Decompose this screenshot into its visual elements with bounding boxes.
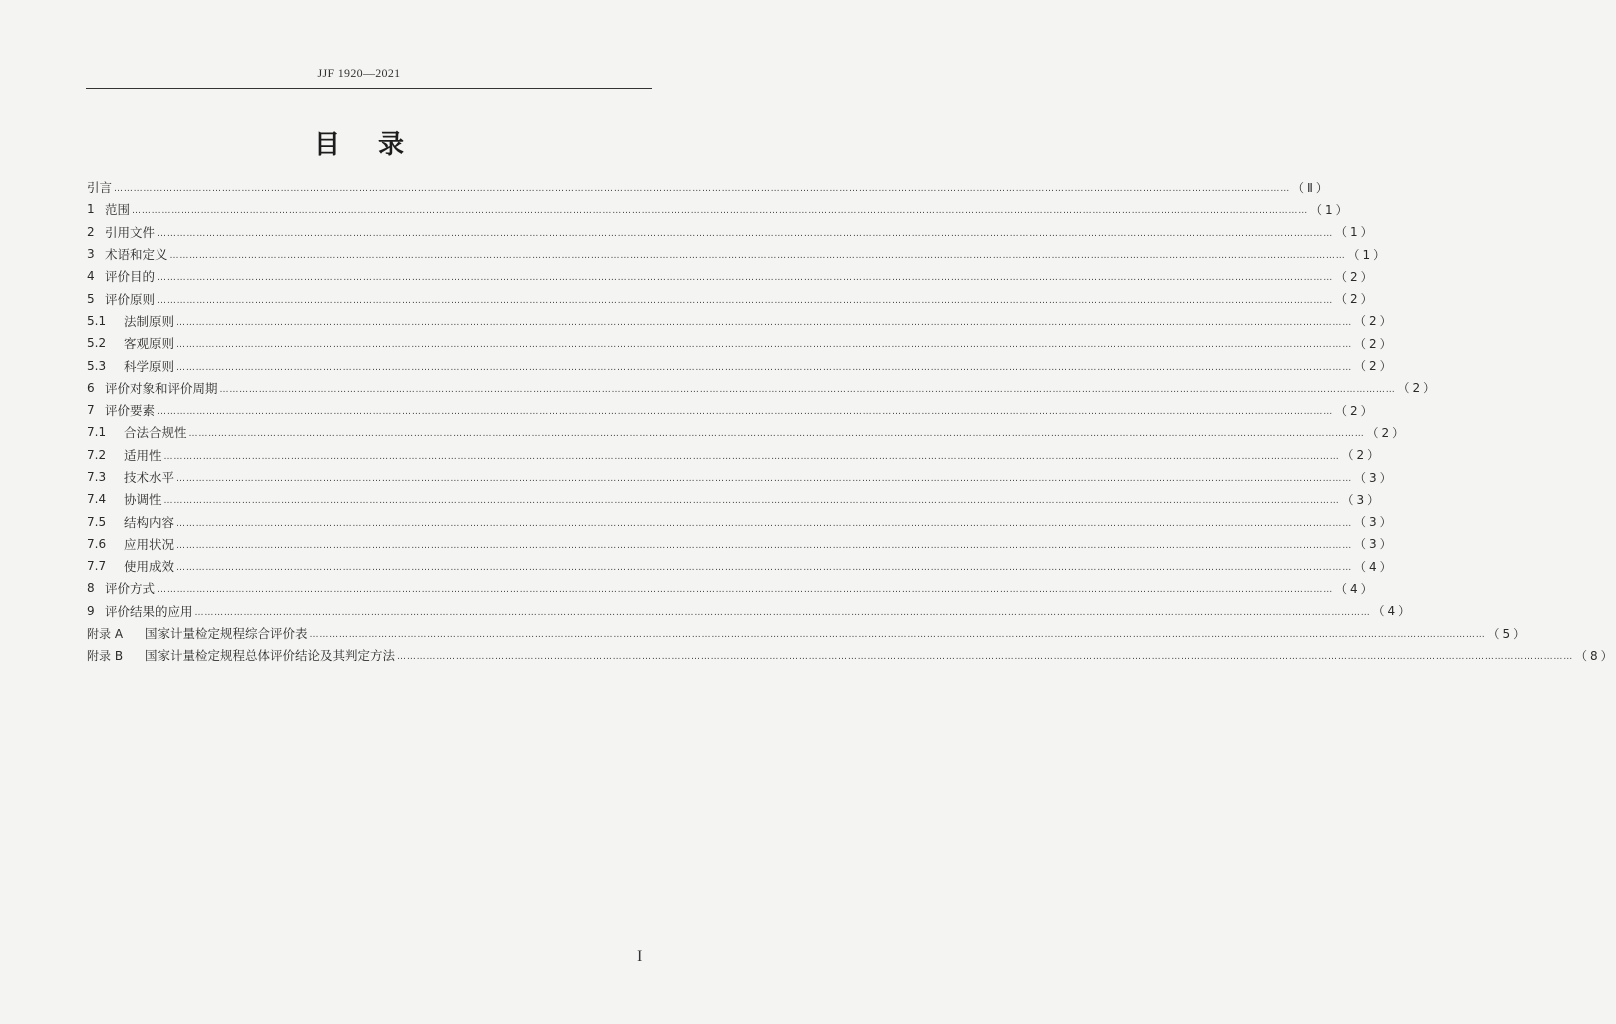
- toc-entry-label: 使用成效: [124, 559, 175, 575]
- toc-entry-page: （4）: [1335, 581, 1376, 596]
- toc-entry-page: （1）: [1310, 202, 1351, 217]
- dot-leader: ………………………………………………………………………………………………………………………………………………………………………………………………………………………………………………………………………………………………………………………………: [163, 496, 1340, 507]
- toc-entry-page: （1）: [1335, 225, 1376, 240]
- toc-entry-number: 7.1: [87, 425, 107, 440]
- toc-entry-page: （1）: [1347, 247, 1389, 262]
- dot-leader: ………………………………………………………………………………………………………………………………………………………………………………………………………………………………………………………………………………………………………………………………: [219, 384, 1396, 395]
- toc-entry-number: 5.3: [87, 358, 107, 373]
- toc-entry-label: 评价原则: [105, 291, 156, 307]
- toc-entry-number: 7: [87, 403, 95, 418]
- dot-leader: ………………………………………………………………………………………………………………………………………………………………………………………………………………………………………………………………………………………………………………………………: [309, 630, 1486, 641]
- toc-entry-label: 国家计量检定规程综合评价表: [145, 626, 308, 642]
- dot-leader: ………………………………………………………………………………………………………………………………………………………………………………………………………………………………………………………………………………………………………………………………: [176, 340, 1353, 351]
- dot-leader: ………………………………………………………………………………………………………………………………………………………………………………………………………………………………………………………………………………………………………………………………: [176, 474, 1353, 484]
- toc-entry-label: 术语和定义: [105, 247, 168, 263]
- toc-entry-page: （2）: [1366, 425, 1408, 440]
- toc-entry-label: 技术水平: [124, 470, 175, 485]
- toc-entry-label: 评价目的: [105, 269, 156, 285]
- toc-entry[interactable]: [87, 265, 1376, 287]
- toc-entry-number: 附录 B: [87, 648, 124, 663]
- toc-entry-number: 7.5: [87, 514, 107, 529]
- toc-entry-number: 5.2: [87, 336, 107, 351]
- toc-entry-label: 结构内容: [124, 514, 175, 530]
- dot-leader: ………………………………………………………………………………………………………………………………………………………………………………………………………………………………………………………………………………………………………………………………: [163, 451, 1340, 462]
- toc-entry-label: 评价方式: [105, 581, 156, 597]
- toc-entry-number: 7.2: [87, 447, 107, 462]
- dot-leader: ………………………………………………………………………………………………………………………………………………………………………………………………………………………………………………………………………………………………………………………………: [169, 251, 1346, 262]
- toc-entry-page: （2）: [1341, 448, 1383, 463]
- toc-entry-label: 合法合规性: [124, 425, 187, 441]
- toc-entry[interactable]: [87, 444, 1383, 466]
- toc-entry-number: 6: [87, 380, 95, 395]
- toc-entry-page: （Ⅱ）: [1292, 180, 1331, 195]
- toc-entry-label: 国家计量检定规程总体评价结论及其判定方法: [145, 648, 396, 664]
- toc-entry-label: 科学原则: [124, 358, 175, 374]
- toc-entry-label: 引言: [87, 180, 113, 196]
- header-rule: [86, 88, 652, 89]
- dot-leader: ………………………………………………………………………………………………………………………………………………………………………………………………………………………………………………………………………………………………………………………………: [157, 407, 1334, 418]
- toc-entry-label: 评价要素: [105, 403, 156, 419]
- dot-leader: ………………………………………………………………………………………………………………………………………………………………………………………………………………………………………………………………………………………………………………………………: [176, 518, 1353, 529]
- page-number: I: [637, 948, 643, 965]
- toc-entry-page: （3）: [1341, 492, 1383, 507]
- toc-entry[interactable]: [87, 555, 1395, 577]
- toc-entry[interactable]: [87, 332, 1395, 354]
- toc-entry-label: 应用状况: [124, 536, 175, 552]
- toc-entry-page: （2）: [1354, 314, 1395, 329]
- toc-entry[interactable]: [87, 310, 1395, 332]
- toc-entry-page: （3）: [1354, 537, 1395, 552]
- toc-entry[interactable]: [87, 421, 1408, 443]
- running-header: JJF 1920—2021: [317, 66, 401, 80]
- toc-entry-page: （2）: [1335, 269, 1376, 284]
- toc-entry-page: （2）: [1397, 381, 1439, 396]
- dot-leader: ………………………………………………………………………………………………………………………………………………………………………………………………………………………………………………………………………………………………………………………………: [157, 228, 1334, 239]
- toc-entry-label: 评价对象和评价周期: [105, 380, 218, 396]
- toc-entry-page: （4）: [1354, 559, 1395, 574]
- toc-entry-number: 4: [87, 269, 95, 284]
- dot-leader: ………………………………………………………………………………………………………………………………………………………………………………………………………………………………………………………………………………………………………………………………: [114, 184, 1291, 195]
- toc-entry-page: （2）: [1335, 403, 1376, 418]
- toc-entry-page: （4）: [1372, 604, 1414, 619]
- table-of-contents: [87, 176, 1616, 667]
- dot-leader: ………………………………………………………………………………………………………………………………………………………………………………………………………………………………………………………………………………………………………………………………: [194, 607, 1371, 618]
- toc-entry-number: 2: [87, 224, 95, 239]
- dot-leader: ………………………………………………………………………………………………………………………………………………………………………………………………………………………………………………………………………………………………………………………………: [157, 585, 1334, 596]
- toc-entry-page: （3）: [1354, 515, 1395, 530]
- toc-entry[interactable]: [87, 221, 1376, 243]
- toc-entry-number: 3: [87, 247, 95, 262]
- toc-entry[interactable]: [87, 600, 1414, 622]
- toc-title: 目录: [313, 130, 442, 160]
- toc-entry-number: 5.1: [87, 313, 107, 328]
- toc-entry[interactable]: [87, 287, 1376, 309]
- dot-leader: ………………………………………………………………………………………………………………………………………………………………………………………………………………………………………………………………………………………………………………………………: [157, 273, 1334, 284]
- dot-leader: ………………………………………………………………………………………………………………………………………………………………………………………………………………………………………………………………………………………………………………………………: [188, 429, 1365, 440]
- toc-entry-page: （3）: [1354, 470, 1395, 485]
- toc-entry-number: 附录 A: [87, 626, 124, 641]
- toc-entry-label: 引用文件: [105, 224, 156, 240]
- toc-entry[interactable]: [87, 644, 1616, 666]
- toc-entry[interactable]: [87, 198, 1351, 220]
- toc-entry-page: （5）: [1487, 626, 1529, 641]
- dot-leader: ………………………………………………………………………………………………………………………………………………………………………………………………………………………………………………………………………………………………………………………………: [176, 540, 1353, 551]
- dot-leader: ………………………………………………………………………………………………………………………………………………………………………………………………………………………………………………………………………………………………………………………………: [176, 362, 1353, 373]
- toc-entry-label: 评价结果的应用: [105, 603, 193, 619]
- toc-entry-number: 7.3: [87, 470, 107, 484]
- toc-entry[interactable]: [87, 176, 1331, 198]
- dot-leader: ………………………………………………………………………………………………………………………………………………………………………………………………………………………………………………………………………………………………………………………………: [176, 563, 1353, 574]
- toc-entry-number: 1: [87, 202, 95, 217]
- toc-entry-label: 协调性: [124, 492, 162, 508]
- toc-entry[interactable]: [87, 354, 1395, 376]
- dot-leader: ………………………………………………………………………………………………………………………………………………………………………………………………………………………………………………………………………………………………………………………………: [132, 206, 1309, 217]
- toc-entry[interactable]: [87, 399, 1376, 421]
- toc-entry-number: 8: [87, 581, 95, 596]
- toc-entry[interactable]: [87, 622, 1529, 644]
- toc-entry[interactable]: [87, 533, 1395, 555]
- toc-entry[interactable]: [87, 466, 1395, 488]
- toc-entry-label: 法制原则: [124, 313, 175, 329]
- toc-entry-page: （8）: [1575, 648, 1616, 663]
- toc-entry-label: 范围: [105, 202, 131, 218]
- toc-entry-number: 7.4: [87, 492, 107, 507]
- dot-leader: ………………………………………………………………………………………………………………………………………………………………………………………………………………………………………………………………………………………………………………………………: [397, 652, 1574, 663]
- toc-entry-page: （2）: [1354, 359, 1395, 374]
- toc-entry[interactable]: [87, 510, 1395, 532]
- toc-entry-label: 适用性: [124, 447, 162, 463]
- toc-entry-page: （2）: [1354, 336, 1395, 351]
- toc-entry-number: 7.7: [87, 559, 107, 574]
- toc-entry-number: 9: [87, 603, 95, 618]
- toc-entry-page: （2）: [1335, 292, 1376, 307]
- toc-entry-number: 5: [87, 291, 95, 306]
- toc-entry-label: 客观原则: [124, 336, 175, 352]
- toc-entry[interactable]: [87, 488, 1383, 510]
- toc-entry[interactable]: [87, 243, 1389, 265]
- toc-entry-number: 7.6: [87, 536, 107, 551]
- toc-entry[interactable]: [87, 377, 1439, 399]
- dot-leader: ………………………………………………………………………………………………………………………………………………………………………………………………………………………………………………………………………………………………………………………………: [157, 295, 1334, 306]
- dot-leader: ………………………………………………………………………………………………………………………………………………………………………………………………………………………………………………………………………………………………………………………………: [176, 317, 1353, 328]
- toc-entry[interactable]: [87, 577, 1376, 599]
